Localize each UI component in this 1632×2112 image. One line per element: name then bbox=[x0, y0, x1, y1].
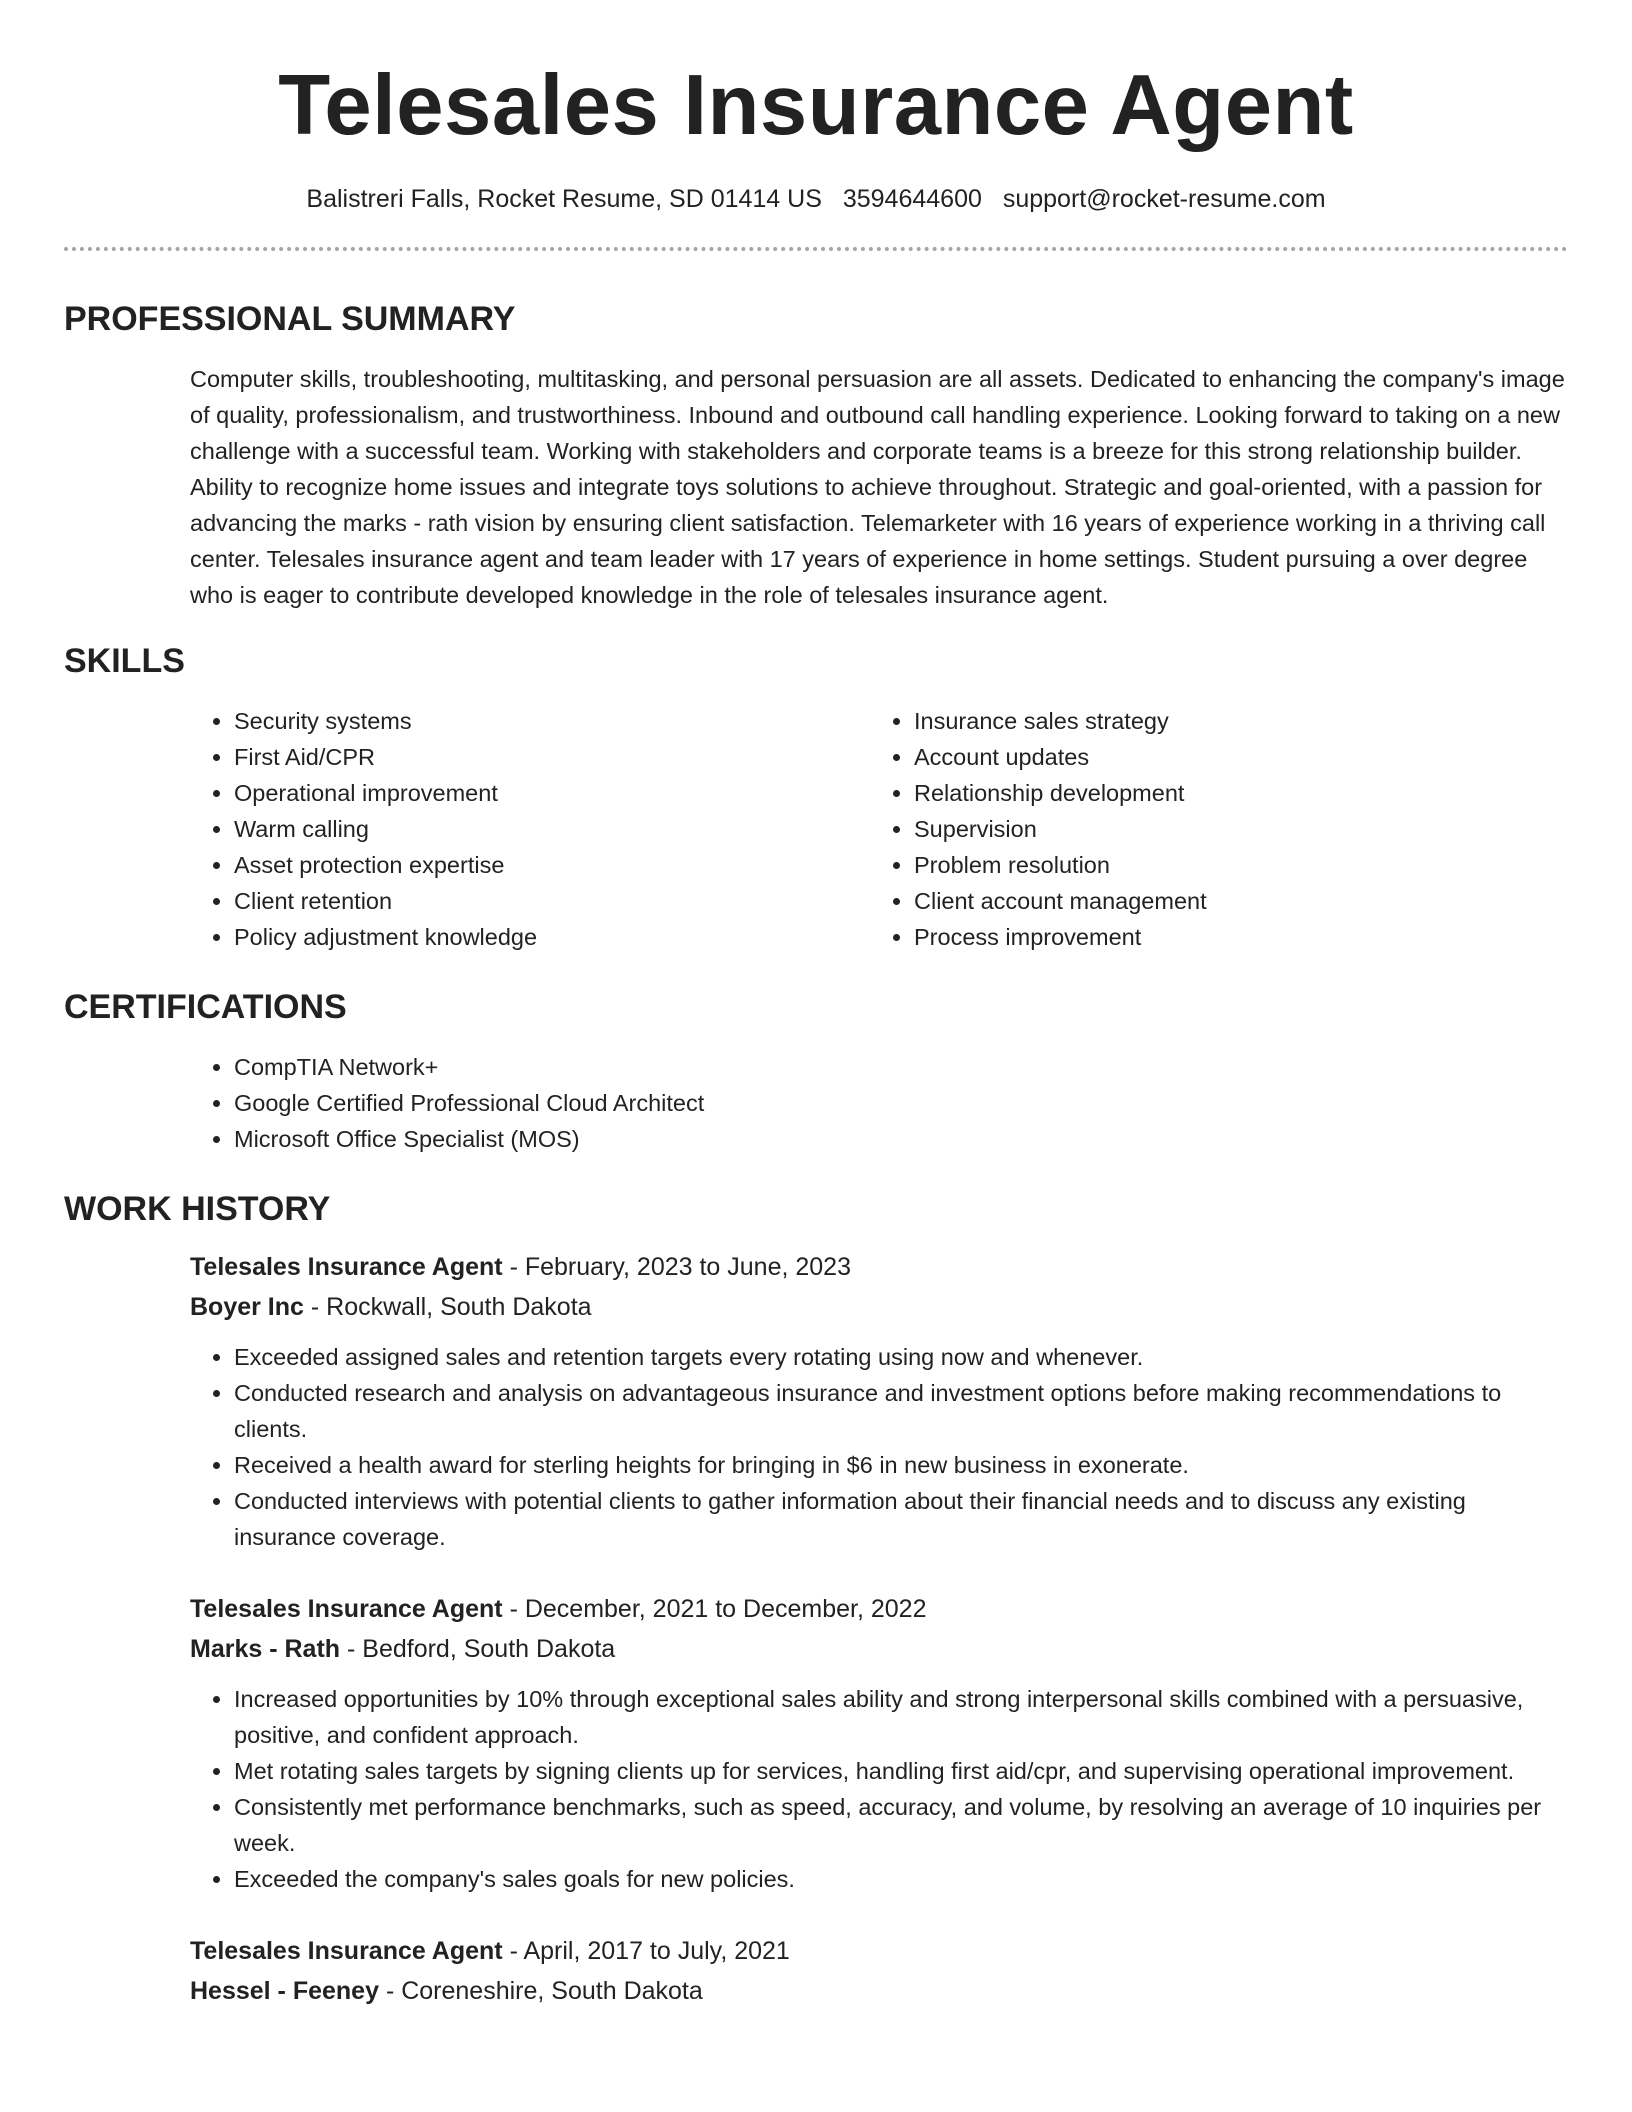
job-bullets bbox=[190, 1339, 1568, 1555]
contact-phone: 3594644600 bbox=[842, 185, 982, 213]
resume-name: Telesales Insurance Agent bbox=[278, 58, 1354, 153]
job-title-line bbox=[190, 1247, 1568, 1287]
job-title: Telesales Insurance Agent bbox=[190, 1595, 503, 1623]
certifications-list bbox=[190, 1049, 1568, 1157]
job-bullet: • Consistently met performance benchmarks, such as speed, accuracy, and volume, by resolving an average of 10 inquiries per week. bbox=[234, 1789, 1568, 1861]
resume-page bbox=[64, 0, 1568, 2011]
certification-item: • Google Certified Professional Cloud Architect bbox=[234, 1085, 1568, 1121]
skills-right-list bbox=[870, 703, 1550, 955]
job-bullet: • Exceeded assigned sales and retention targets every rotating using now and whenever. bbox=[234, 1339, 1568, 1375]
job-bullet: • Met rotating sales targets by signing clients up for services, handling first aid/cpr, and supervising operational improvement. bbox=[234, 1753, 1568, 1789]
skill-item: • Client retention bbox=[234, 883, 870, 919]
job-title: Telesales Insurance Agent bbox=[190, 1253, 503, 1281]
summary-heading: PROFESSIONAL SUMMARY bbox=[64, 300, 516, 338]
job-dates: - December, 2021 to December, 2022 bbox=[502, 1595, 927, 1623]
job-location: - Coreneshire, South Dakota bbox=[379, 1977, 703, 2005]
job-title: Telesales Insurance Agent bbox=[190, 1937, 503, 1965]
job-dates: - April, 2017 to July, 2021 bbox=[502, 1937, 790, 1965]
skill-item: • Relationship development bbox=[914, 775, 1550, 811]
certifications-list-wrapper bbox=[190, 1049, 1568, 1157]
job-company-line bbox=[190, 1971, 1568, 2011]
skill-item: • Security systems bbox=[234, 703, 870, 739]
job-bullets bbox=[190, 1681, 1568, 1897]
contact-address: Balistreri Falls, Rocket Resume, SD 01414 US bbox=[306, 185, 822, 213]
work-history-heading: WORK HISTORY bbox=[64, 1190, 331, 1228]
job-entry bbox=[190, 1589, 1568, 1897]
job-bullet: • Increased opportunities by 10% through exceptional sales ability and strong interpersonal skills combined with a persuasive, positive, and confident approach. bbox=[234, 1681, 1568, 1753]
job-company-line bbox=[190, 1629, 1568, 1669]
job-company-line bbox=[190, 1287, 1568, 1327]
skill-item: • Operational improvement bbox=[234, 775, 870, 811]
certification-item: • Microsoft Office Specialist (MOS) bbox=[234, 1121, 1568, 1157]
header-divider bbox=[64, 247, 1568, 251]
summary-text: Computer skills, troubleshooting, multitasking, and personal persuasion are all assets. Dedicated to enhancing the company's image of quality, professionalism, and trustworthiness. Inbound and outbound call handling experience. Looking forward to taking on a new challenge with a successful team. Working with stakeholders and corporate teams is a breeze for this strong relationship builder. Ability to recognize home issues and integrate toys solutions to achieve throughout. Strategic and goal-oriented, with a passion for advancing the marks - rath vision by ensuring client satisfaction. Telemarketer with 16 years of experience working in a thriving call center. Telesales insurance agent and team leader with 17 years of experience in home settings. Student pursuing a over degree who is eager to contribute developed knowledge in the role of telesales insurance agent. bbox=[190, 366, 1565, 608]
skill-item: • Policy adjustment knowledge bbox=[234, 919, 870, 955]
skill-item: • Asset protection expertise bbox=[234, 847, 870, 883]
skill-item: • Problem resolution bbox=[914, 847, 1550, 883]
skill-item: • Insurance sales strategy bbox=[914, 703, 1550, 739]
summary-section bbox=[64, 297, 1568, 613]
job-company: Marks - Rath bbox=[190, 1635, 341, 1663]
contact-email[interactable]: support@rocket-resume.com bbox=[1002, 185, 1326, 213]
job-location: - Bedford, South Dakota bbox=[340, 1635, 616, 1663]
job-entry bbox=[190, 1931, 1568, 2011]
skill-item: • Account updates bbox=[914, 739, 1550, 775]
job-bullet: • Conducted interviews with potential clients to gather information about their financial needs and to discuss any existing insurance coverage. bbox=[234, 1483, 1568, 1555]
job-company: Hessel - Feeney bbox=[190, 1977, 379, 2005]
contact-line bbox=[64, 183, 1568, 215]
job-bullet: • Received a health award for sterling heights for bringing in $6 in new business in exonerate. bbox=[234, 1447, 1568, 1483]
skills-left-list bbox=[190, 703, 870, 955]
job-company: Boyer Inc bbox=[190, 1293, 304, 1321]
job-title-line bbox=[190, 1589, 1568, 1629]
skill-item: • Process improvement bbox=[914, 919, 1550, 955]
certifications-heading: CERTIFICATIONS bbox=[64, 988, 347, 1026]
skills-columns bbox=[190, 703, 1568, 955]
job-dates: - February, 2023 to June, 2023 bbox=[502, 1253, 851, 1281]
job-title-line bbox=[190, 1931, 1568, 1971]
certification-item: • CompTIA Network+ bbox=[234, 1049, 1568, 1085]
skill-item: • Warm calling bbox=[234, 811, 870, 847]
job-entry bbox=[190, 1247, 1568, 1555]
work-history-section bbox=[64, 1187, 1568, 2011]
skills-section bbox=[64, 639, 1568, 955]
job-bullet: • Conducted research and analysis on advantageous insurance and investment options before making recommendations to clients. bbox=[234, 1375, 1568, 1447]
skill-item: • Client account management bbox=[914, 883, 1550, 919]
skills-heading: SKILLS bbox=[64, 642, 185, 680]
skill-item: • First Aid/CPR bbox=[234, 739, 870, 775]
certifications-section bbox=[64, 985, 1568, 1157]
skill-item: • Supervision bbox=[914, 811, 1550, 847]
job-bullet: • Exceeded the company's sales goals for new policies. bbox=[234, 1861, 1568, 1897]
job-location: - Rockwall, South Dakota bbox=[303, 1293, 592, 1321]
